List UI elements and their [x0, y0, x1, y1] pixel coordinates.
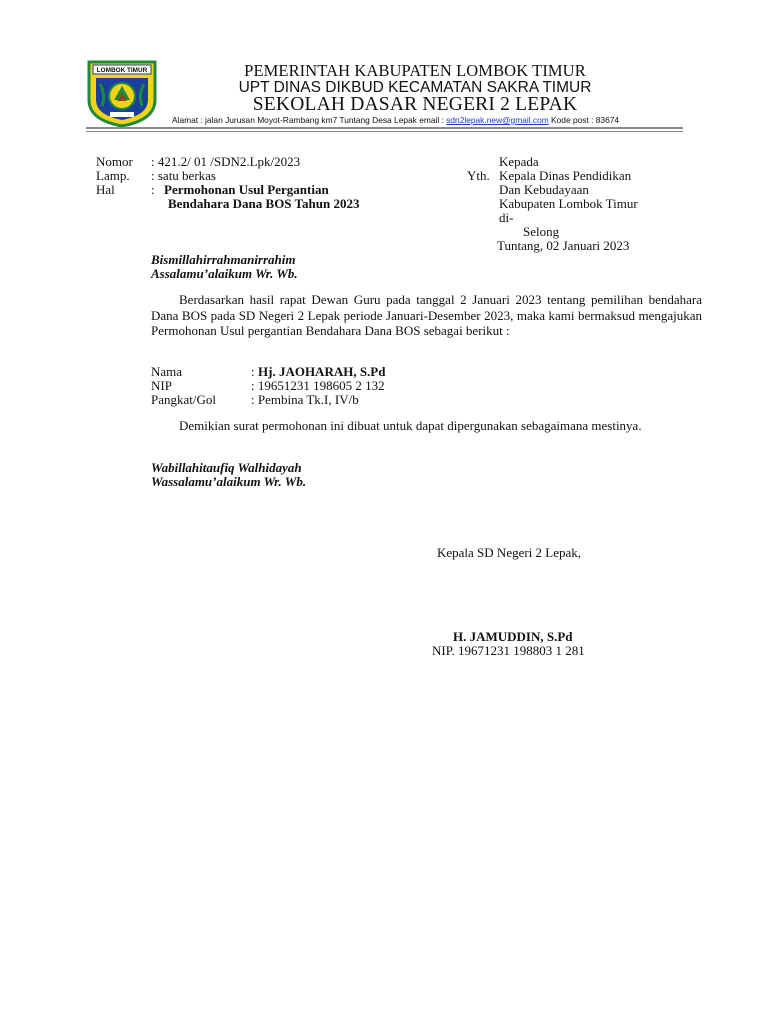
- closing-salam: Wassalamu’alaikum Wr. Wb.: [151, 474, 307, 489]
- greeting-bismillah: Bismillahirrahmanirrahim: [151, 252, 296, 267]
- hal-colon: :: [151, 182, 155, 197]
- lamp-label: Lamp.: [96, 168, 130, 183]
- letterhead-address: [172, 115, 672, 125]
- nip-value: : 19651231 198605 2 132: [251, 378, 385, 393]
- recipient-line2: Dan Kebudayaan: [499, 182, 589, 197]
- letterhead-government: PEMERINTAH KABUPATEN LOMBOK TIMUR: [244, 61, 586, 80]
- body-paragraph-1: [151, 292, 702, 339]
- nomor-label: Nomor: [96, 154, 133, 169]
- hal-value-line1: Permohonan Usul Pergantian: [164, 182, 329, 197]
- address-text: Alamat : jalan Jurusan Moyot-Rambang km7 Tuntang Desa Lepak email :: [172, 115, 447, 125]
- body-paragraph-1-text: Berdasarkan hasil rapat Dewan Guru pada tanggal 2 Januari 2023 tentang pemilihan bendahara Dana BOS pada SD Negeri 2 Lepak periode Januari-Desember 2023, maka kami bermaksud mengajukan Permohonan Usul pergantian Bendahara Dana BOS sebagai berikut :: [151, 292, 702, 338]
- nama-colon: :: [251, 364, 255, 379]
- recipient-line4: di-: [499, 210, 514, 225]
- letterhead-divider-thin: [86, 131, 683, 132]
- nama-label: Nama: [151, 364, 183, 379]
- recipient-yth: Yth.: [467, 168, 490, 183]
- body-paragraph-2: [151, 418, 702, 434]
- email-link[interactable]: sdn2lepak.new@gmail.com: [446, 115, 549, 125]
- letterhead-divider: [86, 127, 683, 129]
- logo-text: LOMBOK TIMUR: [96, 67, 148, 74]
- signature-title: Kepala SD Negeri 2 Lepak,: [437, 545, 582, 560]
- closing-wabillahi: Wabillahitaufiq Walhidayah: [151, 460, 302, 475]
- signature-nip: NIP. 19671231 198803 1 281: [432, 643, 585, 658]
- signature-name: H. JAMUDDIN, S.Pd: [453, 629, 573, 644]
- regency-crest-icon: [86, 60, 158, 128]
- letter-date: Tuntang, 02 Januari 2023: [497, 238, 630, 253]
- nip-label: NIP: [151, 378, 172, 393]
- letterhead-agency: UPT DINAS DIKBUD KECAMATAN SAKRA TIMUR: [238, 79, 592, 96]
- lamp-value: : satu berkas: [151, 168, 216, 183]
- recipient-line1: Kepala Dinas Pendidikan: [499, 168, 632, 183]
- hal-label: Hal: [96, 182, 115, 197]
- pangkat-label: Pangkat/Gol: [151, 392, 216, 407]
- letterhead-school-name: SEKOLAH DASAR NEGERI 2 LEPAK: [252, 94, 578, 115]
- recipient-kepada: Kepada: [499, 154, 539, 169]
- recipient-line3: Kabupaten Lombok Timur: [499, 196, 638, 211]
- nomor-value: : 421.2/ 01 /SDN2.Lpk/2023: [151, 154, 301, 169]
- hal-value-line2: Bendahara Dana BOS Tahun 2023: [168, 196, 360, 211]
- greeting-salam: Assalamu’alaikum Wr. Wb.: [151, 266, 298, 281]
- postal-code: Kode post : 83674: [548, 115, 620, 125]
- body-paragraph-2-text: Demikian surat permohonan ini dibuat untuk dapat dipergunakan sebagaimana mestinya.: [179, 418, 642, 433]
- regency-logo: [86, 60, 158, 128]
- nama-value: Hj. JAOHARAH, S.Pd: [258, 364, 386, 379]
- pangkat-value: : Pembina Tk.I, IV/b: [251, 392, 359, 407]
- recipient-line5: Selong: [523, 224, 560, 239]
